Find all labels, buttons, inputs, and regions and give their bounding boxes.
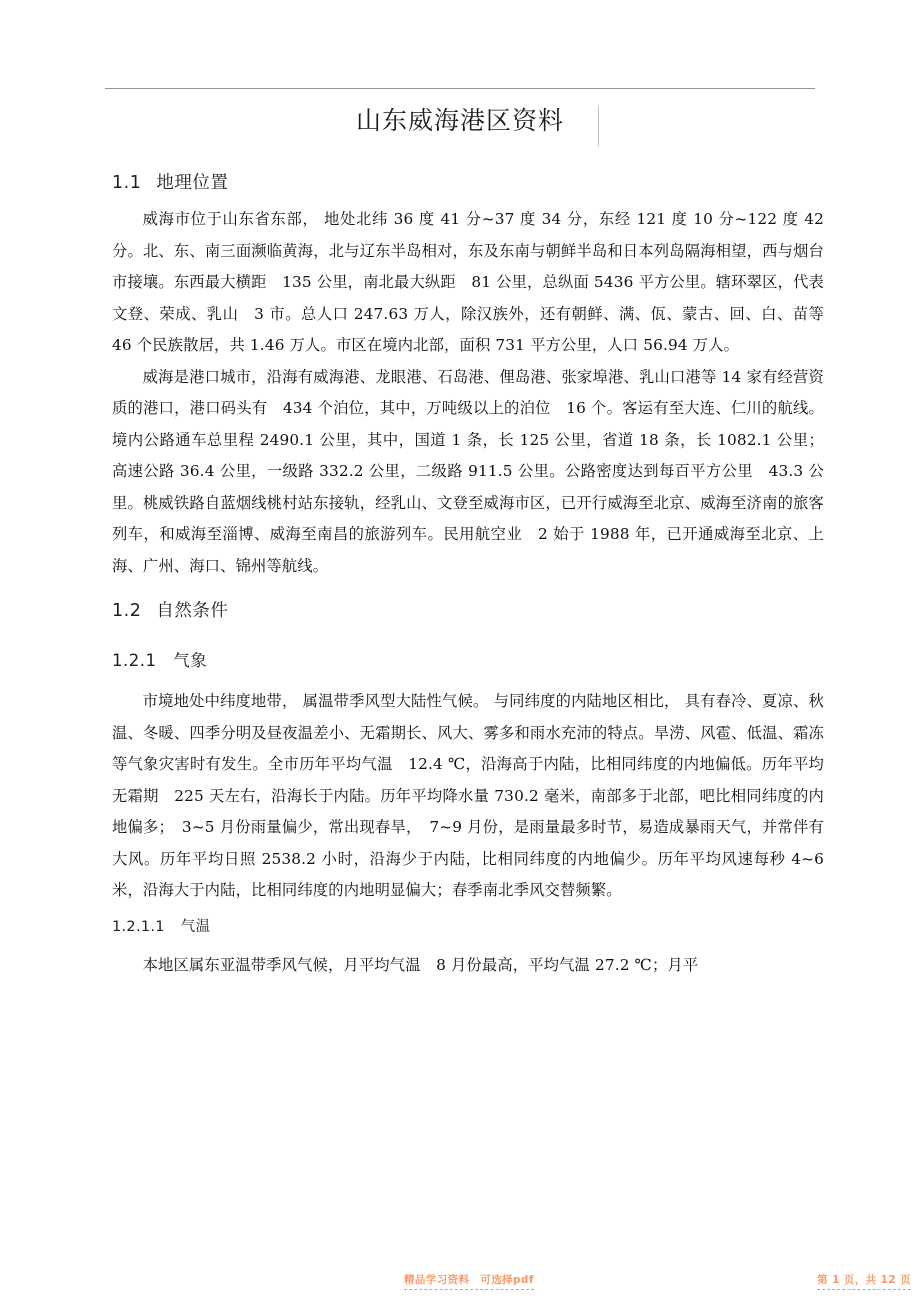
section-number-1-1: 1.1 [112, 173, 142, 193]
section-title-1-2-1: 气象 [173, 651, 208, 670]
spacer [112, 582, 824, 596]
section-title-1-2: 自然条件 [156, 601, 229, 621]
paragraph-climate: 市境地处中纬度地带， 属温带季风型大陆性气候。 与同纬度的内陆地区相比， 具有春冷、夏凉、秋温、冬暖、四季分明及昼夜温差小、无霜期长、风大、雾多和雨水充沛的特点。旱涝、风雹、低温、霜冻等气象灾害时有发生。全市历年平均气温 12.4 ℃，沿海高于内陆，比相同纬度的内地偏低。历年平均无霜期 225 天左右，沿海长于内陆。历年平均降水量 730.2 毫米，南部多于北部，吧比相同纬度的内地偏多； 3~5 月份雨量偏少，常出现春旱， 7~9 月份，是雨量最多时节，易造成暴雨天气，并常伴有大风。历年平均日照 2538.2 小时，沿海少于内陆，比相同纬度的内地偏少。历年平均风速每秒 4~6 米，沿海大于内陆，比相同纬度的内地明显偏大；春季南北季风交替频繁。 [112, 692, 824, 899]
spacer [112, 943, 824, 950]
spacer [112, 907, 824, 914]
text-cursor-caret [598, 106, 599, 146]
footer-watermark-text: 精品学习资料 可选择pdf [404, 1272, 534, 1290]
section-heading-1-2-1 [112, 646, 824, 675]
paragraph-temperature: 本地区属东亚温带季风气候，月平均气温 8 月份最高，平均气温 27.2 ℃；月平 [142, 955, 699, 974]
document-body [112, 168, 840, 981]
spacer [112, 679, 824, 686]
section-heading-1-1 [112, 168, 824, 198]
spacer [112, 632, 824, 646]
paragraph-geography-1: 威海市位于山东省东部， 地处北纬 36 度 41 分~37 度 34 分，东经 121 度 10 分~122 度 42 分。北、东、南三面濒临黄海，北与辽东半岛相对，东及东南与朝鲜半岛和日本列岛隔海相望，西与烟台市接壤。东西最大横距 135 公里，南北最大纵距 81 公里，总纵面 5436 平方公里。辖环翠区，代表文登、荣成、乳山 3 市。总人口 247.63 万人，除汉族外，还有朝鲜、满、佤、蒙古、回、白、苗等 46 个民族散居，共 1.46 万人。市区在境内北部，面积 731 平方公里，人口 56.94 万人。 [112, 210, 840, 354]
page-footer [0, 1272, 920, 1296]
section-number-1-2: 1.2 [112, 601, 142, 621]
footer-page-number: 第 1 页，共 12 页 [817, 1272, 911, 1290]
document-title-row [0, 103, 920, 139]
section-title-1-1: 地理位置 [156, 173, 229, 193]
section-number-1-2-1-1: 1.2.1.1 [112, 918, 165, 935]
paragraph-geography-2: 威海是港口城市，沿海有威海港、龙眼港、石岛港、俚岛港、张家埠港、乳山口港等 14 家有经营资质的港口，港口码头有 434 个泊位，其中，万吨级以上的泊位 16 个。客运有至大连、仁川的航线。境内公路通车总里程 2490.1 公里，其中，国道 1 条，长 125 公里，省道 18 条，长 1082.1 公里；高速公路 36.4 公里，一级路 332.2 公里，二级路 911.5 公里。公路密度达到每百平方公里 43.3 公里。桃威铁路自蓝烟线桃村站东接轨，经乳山、文登至威海市区，已开行威海至北京、威海至济南的旅客列车，和威海至淄博、威海至南昌的旅游列车。民用航空业 2 始于 1988 年，已开通威海至北京、上海、广州、海口、锦州等航线。 [112, 367, 824, 575]
section-number-1-2-1: 1.2.1 [112, 651, 157, 670]
section-title-1-2-1-1: 气温 [180, 918, 211, 935]
header-divider-rule [105, 88, 815, 89]
page-title: 山东威海港区资料 [355, 106, 564, 135]
section-heading-1-2 [112, 596, 824, 626]
section-heading-1-2-1-1 [112, 914, 824, 941]
